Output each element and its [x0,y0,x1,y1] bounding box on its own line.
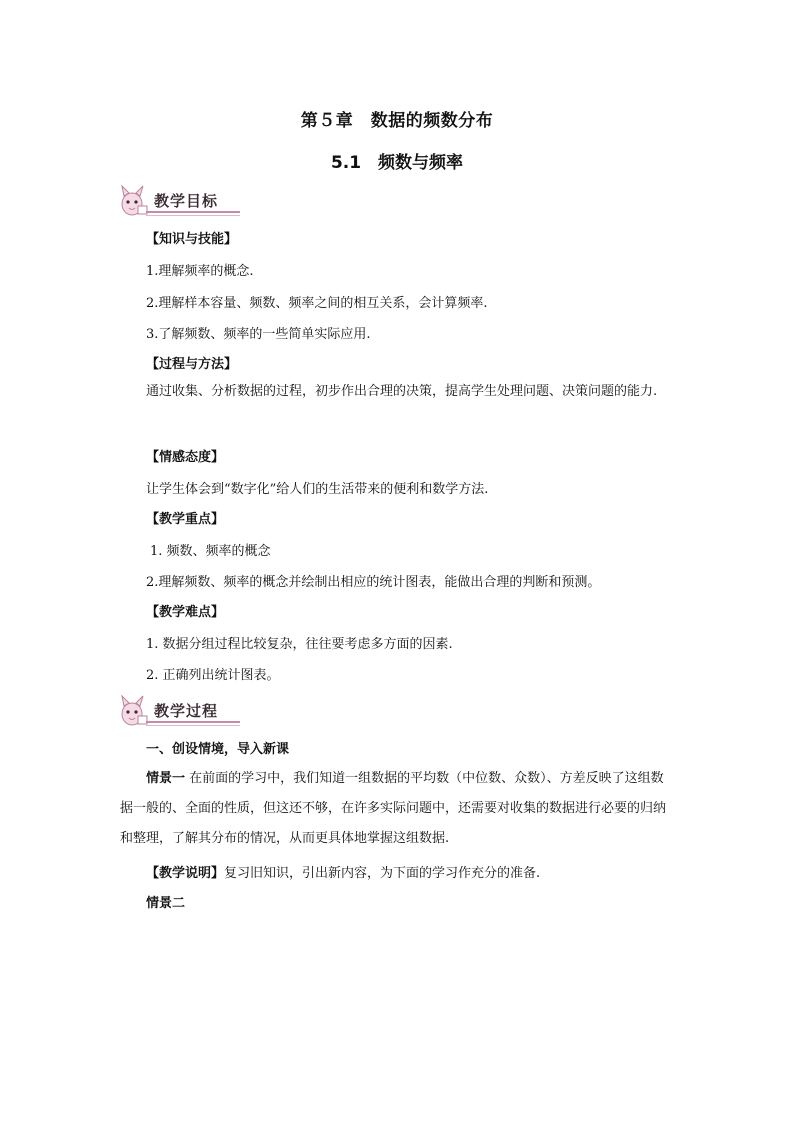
scene-one-label: 情景一 [146,771,186,786]
key-point-item-2: 2.理解频数、频率的概念并绘制出相应的统计图表，能做出合理的判断和预测。 [146,575,601,590]
scene-one-paragraph [120,764,676,854]
chapter-title: 第５章 数据的频数分布 [300,111,494,131]
cartoon-mascot-icon [116,694,150,728]
difficulty-item-2: 2. 正确列出统计图表。 [146,668,280,683]
banner-label: 教学目标 [154,192,219,210]
heading-emotion: 【情感态度】 [146,450,225,465]
heading-key-points: 【教学重点】 [146,512,225,527]
explanation-label: 【教学说明】 [146,866,225,881]
knowledge-item-3: 3.了解频数、频率的一些简单实际应用. [146,327,371,342]
difficulty-item-1: 1. 数据分组过程比较复杂，往往要考虑多方面的因素. [146,637,453,652]
heading-difficulties: 【教学难点】 [146,605,225,620]
process-method-text: 通过收集、分析数据的过程，初步作出合理的决策，提高学生处理问题、决策问题的能力. [146,384,658,399]
knowledge-item-2: 2.理解样本容量、频数、频率之间的相互关系，会计算频率. [146,296,488,311]
banner-underline [146,721,240,723]
knowledge-item-1: 1.理解频率的概念. [146,264,254,279]
section-title: 5.1 频数与频率 [330,153,464,173]
key-point-item-1: 1. 频数、频率的概念 [150,544,271,559]
banner-underline [146,211,240,213]
scene-two-label: 情景二 [146,896,186,911]
banner-teaching-process [116,694,240,728]
banner-underline-thin [146,215,240,216]
explanation-text: 复习旧知识，引出新内容，为下面的学习作充分的准备. [224,866,541,881]
banner-label: 教学过程 [154,702,219,720]
heading-knowledge: 【知识与技能】 [146,232,238,247]
banner-underline-thin [146,725,240,726]
cartoon-mascot-icon [116,184,150,218]
emotion-text: 让学生体会到“数字化”给人们的生活带来的便利和数学方法. [146,482,489,497]
scene-one-text: 在前面的学习中，我们知道一组数据的平均数（中位数、众数）、方差反映了这组数据一般的、全面的性质，但这还不够，在许多实际问题中，还需要对收集的数据进行必要的归纳和整理，了解其分布的情况，从而更具体地掌握这组数据. [120,771,667,846]
teaching-explanation [146,862,540,881]
heading-process-method: 【过程与方法】 [146,357,238,372]
heading-section-one: 一、创设情境，导入新课 [146,742,290,757]
banner-teaching-goals [116,184,240,218]
